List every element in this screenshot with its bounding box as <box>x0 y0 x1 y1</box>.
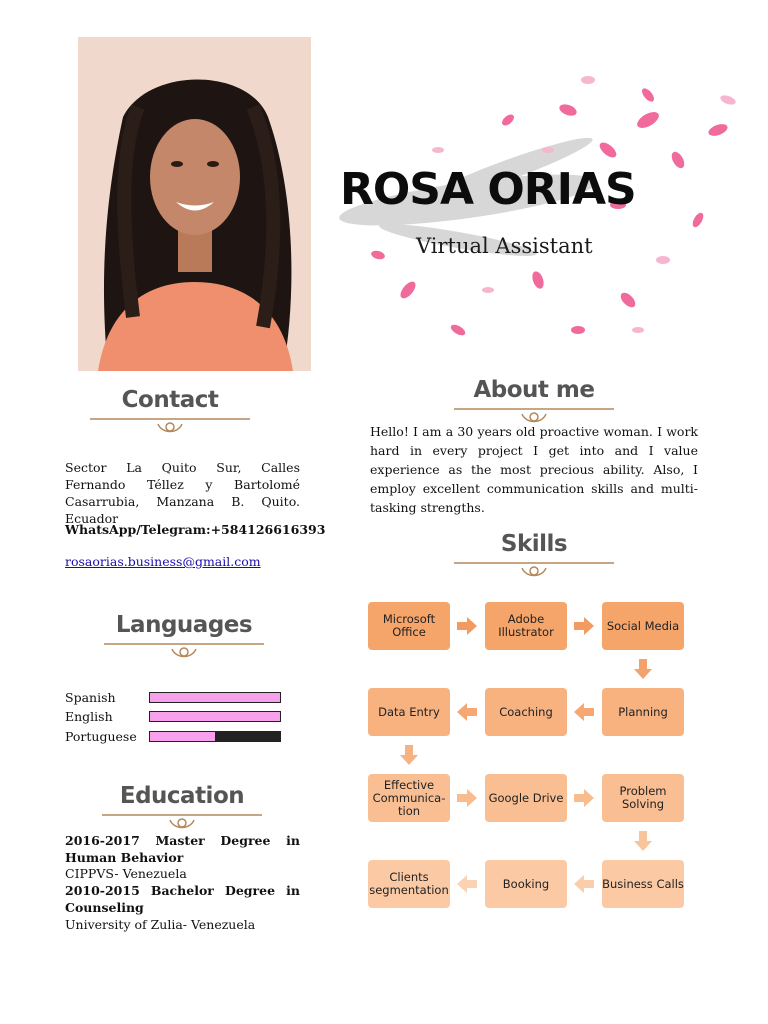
arrow-right-icon <box>457 617 477 635</box>
skill-box: Problem Solving <box>602 774 684 822</box>
arrow-right-icon <box>457 789 477 807</box>
arrow-right-icon <box>574 617 594 635</box>
languages-title: Languages <box>115 612 253 638</box>
skill-box: Microsoft Office <box>368 602 450 650</box>
contact-phone: WhatsApp/Telegram:+584126616393 <box>65 522 326 537</box>
ornament-divider-icon <box>90 414 250 436</box>
language-level-bar <box>149 711 281 722</box>
skills-heading <box>454 530 614 580</box>
arrow-down-icon <box>400 745 418 765</box>
skill-box: Coaching <box>485 688 567 736</box>
arrow-left-icon <box>574 875 594 893</box>
language-label: English <box>65 709 113 724</box>
skill-box: Data Entry <box>368 688 450 736</box>
education-institution: University of Zulia- Venezuela <box>65 917 256 932</box>
contact-address: Sector La Quito Sur, Calles Fernando Téllez y Bartolomé Casarrubia, Manzana B. Quito. Ecuador <box>65 460 300 526</box>
profile-photo <box>78 37 311 371</box>
education-heading <box>102 782 262 832</box>
language-label: Portuguese <box>65 729 137 744</box>
contact-email-link[interactable]: rosaorias.business@gmail.com <box>65 554 261 569</box>
about-heading <box>454 376 614 426</box>
ornament-divider-icon <box>104 639 264 661</box>
skill-box: Clients segmentation <box>368 860 450 908</box>
about-title: About me <box>473 377 595 403</box>
arrow-left-icon <box>457 703 477 721</box>
education-institution: CIPPVS- Venezuela <box>65 866 187 881</box>
skill-box: Adobe Illustrator <box>485 602 567 650</box>
candidate-role: Virtual Assistant <box>416 234 593 258</box>
language-label: Spanish <box>65 690 116 705</box>
skill-box: Planning <box>602 688 684 736</box>
contact-heading <box>90 386 250 436</box>
arrow-down-icon <box>634 831 652 851</box>
arrow-right-icon <box>574 789 594 807</box>
about-text: Hello! I am a 30 years old proactive woman. I work hard in every project I get into and I value experience as the most precious ability. Also, I employ excellent communication skills and multi-tasking strengths. <box>370 424 698 515</box>
education-degree: 2016-2017 Master Degree in Human Behavior <box>65 833 300 865</box>
education-title: Education <box>119 783 245 809</box>
arrow-left-icon <box>457 875 477 893</box>
language-row-english <box>65 708 285 726</box>
skills-title: Skills <box>500 531 568 557</box>
ornament-divider-icon <box>102 810 262 832</box>
skill-box: Booking <box>485 860 567 908</box>
language-level-bar <box>149 692 281 703</box>
languages-heading <box>104 611 264 661</box>
skill-box: Effective Communica-tion <box>368 774 450 822</box>
language-level-bar <box>149 731 281 742</box>
contact-title: Contact <box>121 387 219 413</box>
arrow-down-icon <box>634 659 652 679</box>
candidate-name: ROSA ORIAS <box>340 164 636 215</box>
arrow-left-icon <box>574 703 594 721</box>
skill-box: Business Calls <box>602 860 684 908</box>
language-row-spanish <box>65 689 285 707</box>
skill-box: Google Drive <box>485 774 567 822</box>
education-degree: 2010-2015 Bachelor Degree in Counseling <box>65 883 300 915</box>
language-row-portuguese <box>65 728 285 746</box>
skill-box: Social Media <box>602 602 684 650</box>
ornament-divider-icon <box>454 558 614 580</box>
